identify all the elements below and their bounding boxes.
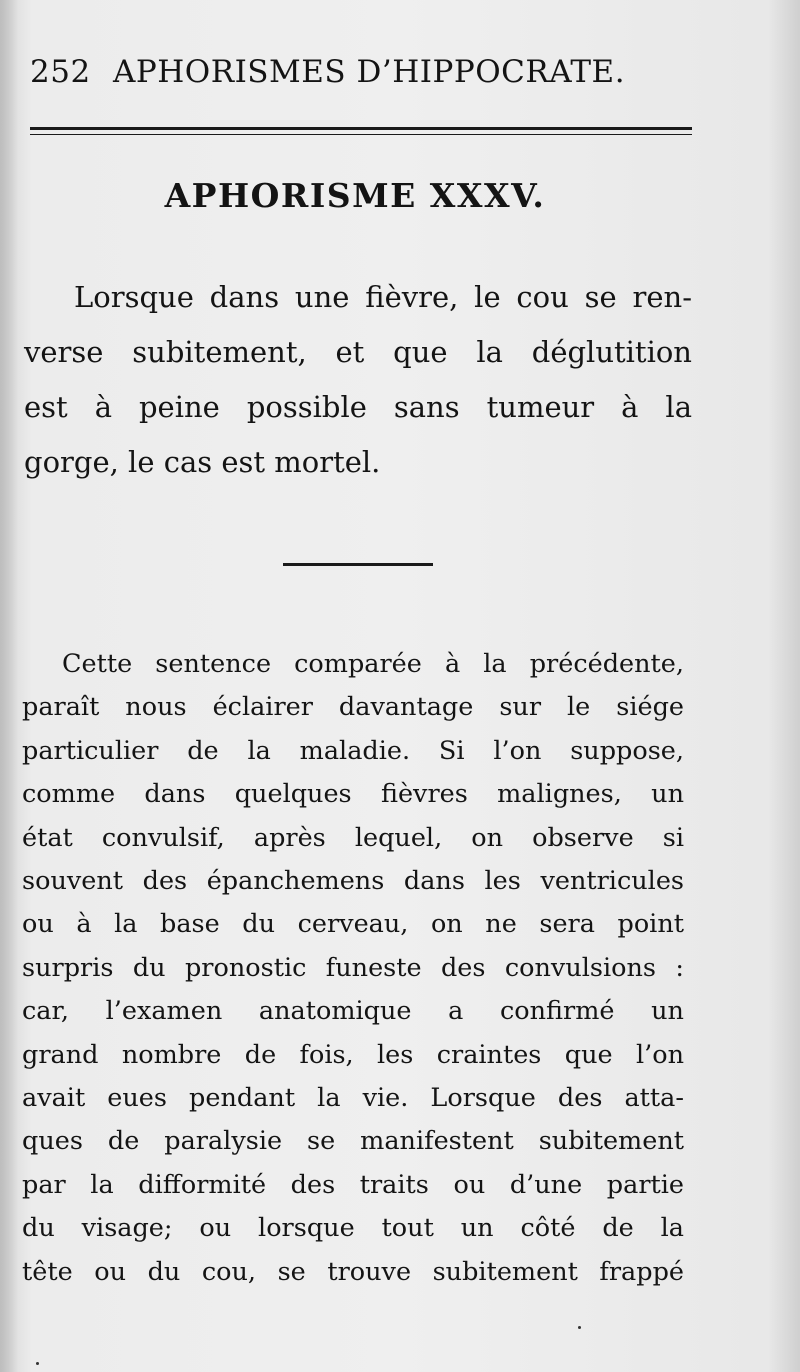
- aphorism-text: [24, 270, 692, 490]
- header-double-rule: [30, 127, 692, 135]
- section-separator-rule: [283, 563, 433, 566]
- aphorism-line: Lorsque dans une fièvre, le cou se ren-: [74, 280, 692, 314]
- commentary-line: ou à la base du cerveau, on ne sera point: [22, 909, 684, 940]
- commentary-line: comme dans quelques fièvres malignes, un: [22, 779, 684, 810]
- commentary-line: avait eues pendant la vie. Lorsque des atta-: [22, 1083, 684, 1114]
- running-head: [30, 54, 730, 90]
- commentary-line: particulier de la maladie. Si l’on suppose,: [22, 735, 684, 766]
- commentary-line: Cette sentence comparée à la précédente,: [62, 649, 684, 679]
- ink-speck: [36, 1362, 39, 1365]
- page-number: 252: [30, 54, 91, 90]
- running-title: APHORISMES D’HIPPOCRATE.: [113, 54, 626, 90]
- commentary-line: surpris du pronostic funeste des convulsions :: [22, 952, 684, 983]
- commentary-line: ques de paralysie se manifestent subitement: [22, 1126, 684, 1157]
- commentary-line: souvent des épanchemens dans les ventricules: [22, 866, 684, 897]
- commentary-line: par la difformité des traits ou d’une partie: [22, 1169, 684, 1200]
- commentary-line: tête ou du cou, se trouve subitement frappé: [22, 1256, 684, 1287]
- commentary-line: du visage; ou lorsque tout un côté de la: [22, 1213, 684, 1244]
- commentary-line: grand nombre de fois, les craintes que l’on: [22, 1039, 684, 1070]
- aphorism-line: gorge, le cas est mortel.: [24, 445, 381, 479]
- aphorism-line: est à peine possible sans tumeur à la: [24, 390, 692, 424]
- commentary-text: [22, 643, 684, 1294]
- commentary-line: paraît nous éclairer davantage sur le siége: [22, 692, 684, 723]
- aphorism-title: APHORISME XXXV.: [164, 176, 546, 215]
- aphorism-line: verse subitement, et que la déglutition: [24, 335, 692, 369]
- ink-speck: [578, 1326, 581, 1329]
- commentary-line: car, l’examen anatomique a confirmé un: [22, 996, 684, 1027]
- commentary-line: état convulsif, après lequel, on observe si: [22, 822, 684, 853]
